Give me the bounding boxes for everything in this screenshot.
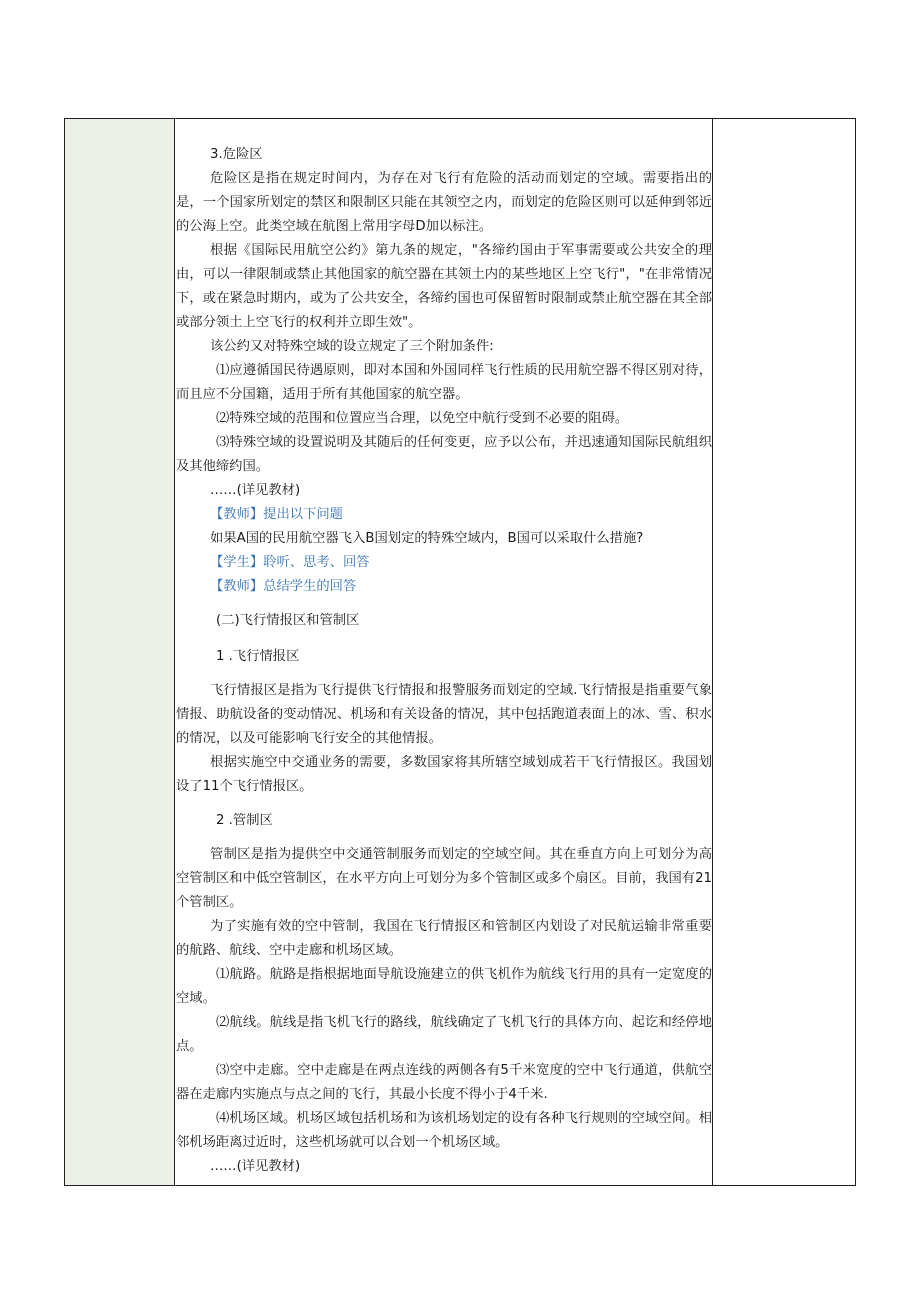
list-item: ⑷机场区域。机场区域包括机场和为该机场划定的设有各种飞行规则的空域空间。相邻机场距离过近时，这些机场就可以合划一个机场区域。 [176,1111,712,1150]
paragraph: 为了实施有效的空中管制，我国在飞行情报区和管制区内划设了对民航运输非常重要的航路、航线、空中走廊和机场区域。 [176,919,712,958]
teacher-summary: 【教师】总结学生的回答 [210,579,357,594]
list-item: ⑵特殊空域的范围和位置应当合理，以免空中航行受到不必要的阻碍。 [216,411,629,426]
list-item: ⑵航线。航线是指飞机飞行的路线，航线确定了飞机飞行的具体方向、起讫和经停地点。 [176,1015,712,1054]
paragraph: 管制区是指为提供空中交通管制服务而划定的空域空间。其在垂直方向上可划分为高空管制区和中低空管制区，在水平方向上可划分为多个管制区或多个扇区。目前，我国有21个管制区。 [176,847,712,910]
subheading-control-area: 2 .管制区 [216,813,273,828]
see-textbook-note: ……(详见教材) [210,1159,301,1174]
teacher-prompt: 【教师】提出以下问题 [210,507,343,522]
question: 如果A国的民用航空器飞入B国划定的特殊空域内，B国可以采取什么措施? [210,531,644,546]
paragraph: 该公约又对特殊空域的设立规定了三个附加条件: [210,339,494,354]
list-item: ⑴应遵循国民待遇原则，即对本国和外国同样飞行性质的民用航空器不得区别对待，而且应不分国籍，适用于所有其他国家的航空器。 [176,363,712,402]
see-textbook-note: ……(详见教材) [210,483,301,498]
paragraph: 根据实施空中交通业务的需要，多数国家将其所辖空域划成若干飞行情报区。我国划设了11个飞行情报区。 [176,755,712,794]
list-item: ⑶空中走廊。空中走廊是在两点连线的两侧各有5千米宽度的空中飞行通道，供航空器在走廊内实施点与点之间的飞行，其最小长度不得小于4千米. [176,1063,712,1102]
student-response: 【学生】聆听、思考、回答 [210,555,370,570]
list-item: ⑶特殊空域的设置说明及其随后的任何变更，应予以公布，并迅速通知国际民航组织及其他缔约国。 [176,435,712,474]
right-column [712,119,855,1185]
subheading-fir: 1 .飞行情报区 [216,649,300,664]
list-item: ⑴航路。航路是指根据地面导航设施建立的供飞机作为航线飞行用的具有一定宽度的空域。 [176,967,712,1006]
section-heading-fir-control: (二)飞行情报区和管制区 [216,613,360,628]
left-column [65,119,175,1185]
paragraph: 根据《国际民用航空公约》第九条的规定，"各缔约国由于军事需要或公共安全的理由，可以一律限制或禁止其他国家的航空器在其领土内的某些地区上空飞行"，"在非常情况下，或在紧急时期内，或为了公共安全，各缔约国也可保留暂时限制或禁止航空器在其全部或部分领土上空飞行的权利并立即生效"。 [176,243,712,330]
main-content [174,118,714,1208]
paragraph: 危险区是指在规定时间内，为存在对飞行有危险的活动而划定的空域。需要指出的是，一个国家所划定的禁区和限制区只能在其领空之内，而划定的危险区则可以延伸到邻近的公海上空。此类空域在航图上常用字母D加以标注。 [176,171,712,234]
paragraph: 飞行情报区是指为飞行提供飞行情报和报警服务而划定的空域.飞行情报是指重要气象情报、助航设备的变动情况、机场和有关设备的情况，其中包括跑道表面上的冰、雪、积水的情况，以及可能影响飞行安全的其他情报。 [176,683,712,746]
section-heading-danger-zone: 3.危险区 [210,147,263,162]
